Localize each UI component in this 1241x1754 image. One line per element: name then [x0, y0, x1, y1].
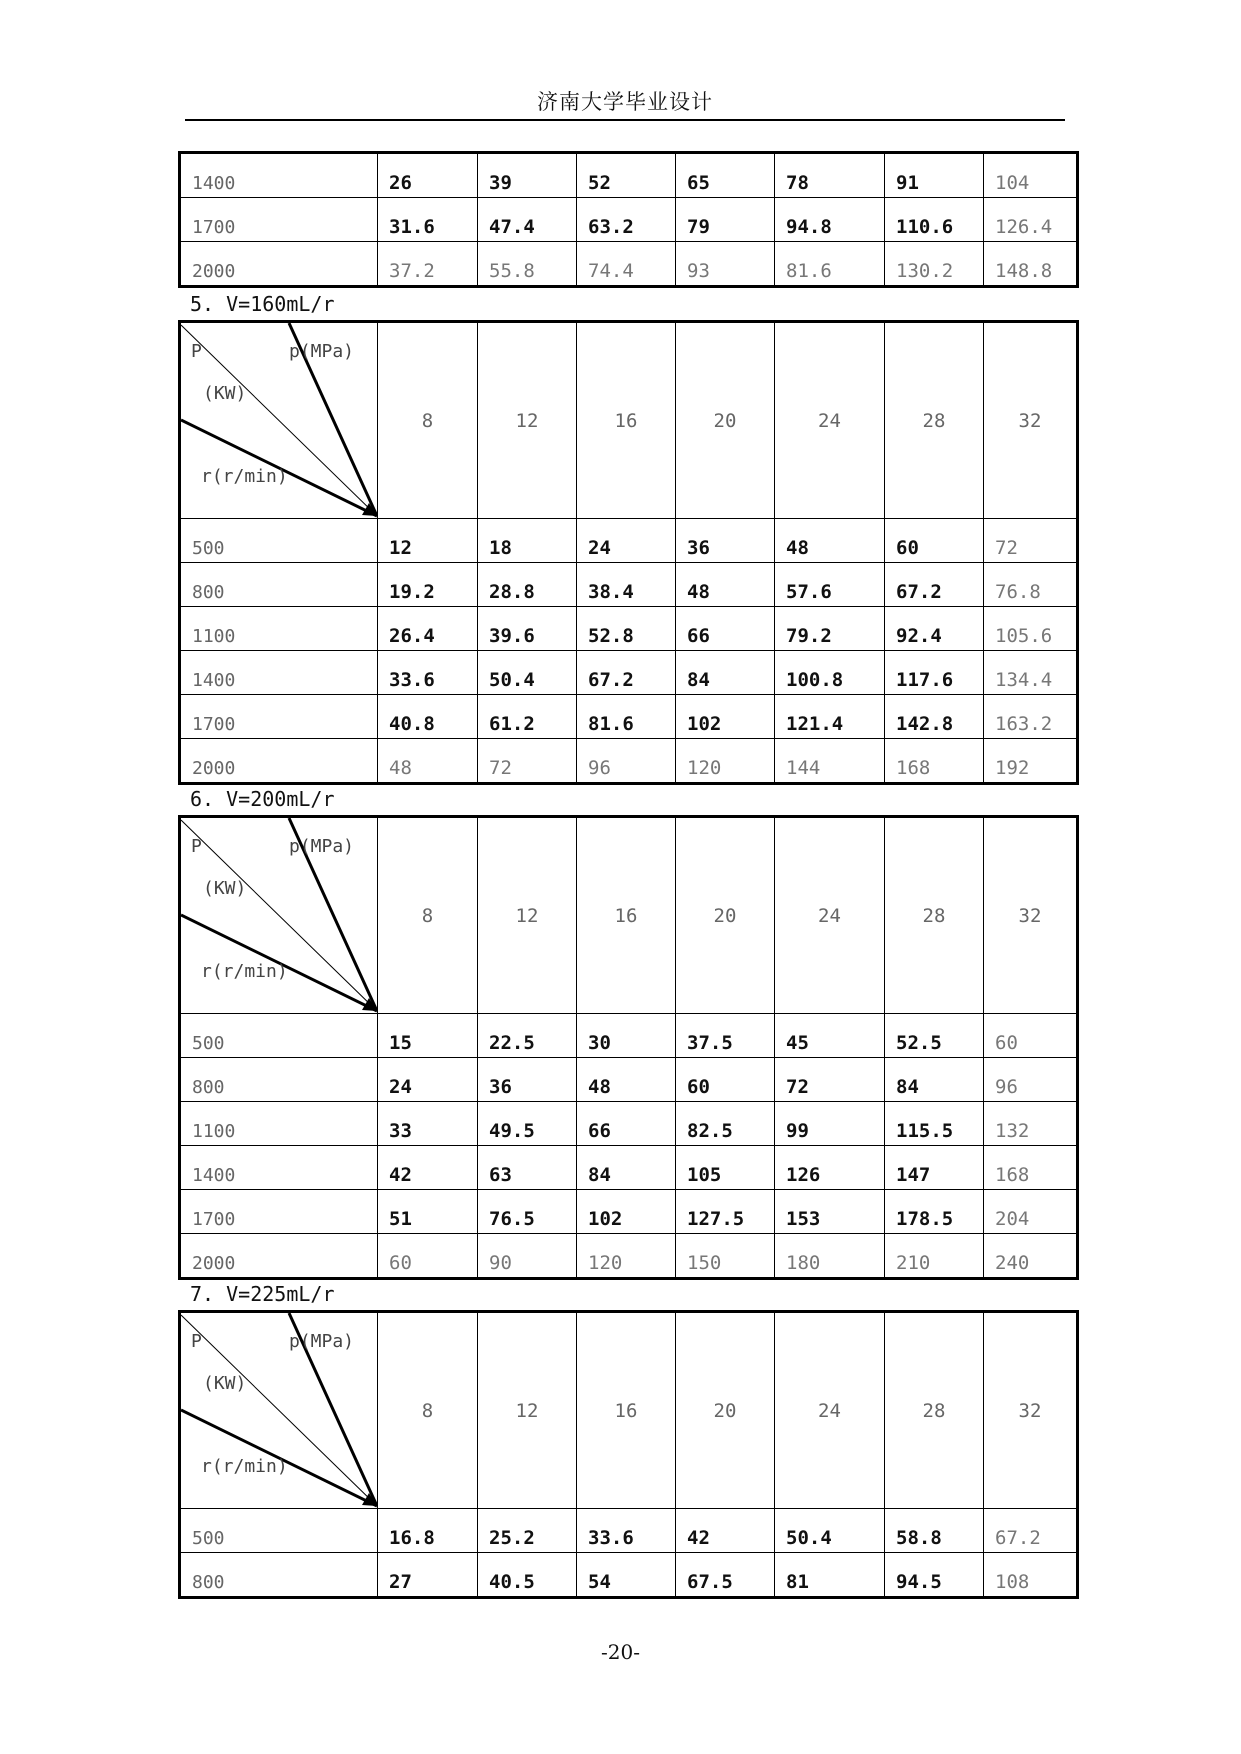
rpm-cell: 500: [180, 1014, 378, 1058]
table-row: [180, 695, 1078, 739]
power-table-160: [178, 320, 1079, 785]
pressure-header-cell: 32: [984, 322, 1078, 519]
pressure-header-cell: 8: [378, 817, 478, 1014]
table-row: [180, 563, 1078, 607]
rpm-cell: 800: [180, 1553, 378, 1598]
value-cell: 72: [775, 1058, 885, 1102]
value-cell: 50.4: [775, 1509, 885, 1553]
diagonal-label-power: (KW): [203, 1373, 247, 1394]
page-header-title: 济南大学毕业设计: [537, 90, 713, 114]
value-cell: 39.6: [478, 607, 577, 651]
section-title-160: 5. V=160mL/r: [190, 292, 335, 316]
diagonal-label-speed: r(r/min): [201, 466, 288, 487]
value-cell: 47.4: [478, 198, 577, 242]
value-cell: 24: [577, 519, 676, 563]
value-cell: 67.2: [984, 1509, 1078, 1553]
value-cell: 39: [478, 153, 577, 198]
pressure-header-cell: 16: [577, 1312, 676, 1509]
value-cell: 96: [984, 1058, 1078, 1102]
value-cell: 81: [775, 1553, 885, 1598]
value-cell: 33: [378, 1102, 478, 1146]
value-cell: 92.4: [885, 607, 984, 651]
diagonal-label-power: (KW): [203, 383, 247, 404]
value-cell: 60: [378, 1234, 478, 1279]
value-cell: 16.8: [378, 1509, 478, 1553]
value-cell: 76.5: [478, 1190, 577, 1234]
value-cell: 104: [984, 153, 1078, 198]
table-row: [180, 739, 1078, 784]
value-cell: 27: [378, 1553, 478, 1598]
value-cell: 33.6: [577, 1509, 676, 1553]
table-row: [180, 519, 1078, 563]
rpm-cell: 1700: [180, 198, 378, 242]
pressure-header-cell: 12: [478, 1312, 577, 1509]
table-row: [180, 198, 1078, 242]
value-cell: 58.8: [885, 1509, 984, 1553]
pressure-header-cell: 28: [885, 322, 984, 519]
diagonal-label-p: P: [191, 1331, 202, 1352]
rpm-cell: 2000: [180, 1234, 378, 1279]
value-cell: 67.2: [885, 563, 984, 607]
header-rule: [185, 119, 1065, 121]
value-cell: 12: [378, 519, 478, 563]
value-cell: 240: [984, 1234, 1078, 1279]
value-cell: 94.5: [885, 1553, 984, 1598]
value-cell: 42: [378, 1146, 478, 1190]
value-cell: 163.2: [984, 695, 1078, 739]
value-cell: 49.5: [478, 1102, 577, 1146]
pressure-header-cell: 8: [378, 1312, 478, 1509]
value-cell: 60: [676, 1058, 775, 1102]
value-cell: 30: [577, 1014, 676, 1058]
value-cell: 142.8: [885, 695, 984, 739]
value-cell: 126: [775, 1146, 885, 1190]
diagonal-header-cell: [180, 1312, 378, 1509]
rpm-cell: 1700: [180, 1190, 378, 1234]
table-row: [180, 1190, 1078, 1234]
value-cell: 81.6: [775, 242, 885, 287]
value-cell: 120: [577, 1234, 676, 1279]
rpm-cell: 1400: [180, 651, 378, 695]
value-cell: 63: [478, 1146, 577, 1190]
diagonal-label-pressure: p(MPa): [289, 836, 355, 857]
value-cell: 42: [676, 1509, 775, 1553]
value-cell: 117.6: [885, 651, 984, 695]
value-cell: 130.2: [885, 242, 984, 287]
header-row: [180, 322, 1078, 519]
value-cell: 22.5: [478, 1014, 577, 1058]
value-cell: 36: [676, 519, 775, 563]
value-cell: 84: [676, 651, 775, 695]
diagonal-header-cell: [180, 322, 378, 519]
value-cell: 94.8: [775, 198, 885, 242]
value-cell: 102: [676, 695, 775, 739]
value-cell: 99: [775, 1102, 885, 1146]
diagonal-label-pressure: p(MPa): [289, 341, 355, 362]
value-cell: 26: [378, 153, 478, 198]
value-cell: 100.8: [775, 651, 885, 695]
value-cell: 52: [577, 153, 676, 198]
value-cell: 127.5: [676, 1190, 775, 1234]
diagonal-label-p: P: [191, 341, 202, 362]
value-cell: 180: [775, 1234, 885, 1279]
value-cell: 24: [378, 1058, 478, 1102]
value-cell: 31.6: [378, 198, 478, 242]
table-row: [180, 1014, 1078, 1058]
pressure-header-cell: 32: [984, 817, 1078, 1014]
rpm-cell: 1400: [180, 153, 378, 198]
value-cell: 37.2: [378, 242, 478, 287]
rpm-cell: 2000: [180, 739, 378, 784]
value-cell: 115.5: [885, 1102, 984, 1146]
value-cell: 96: [577, 739, 676, 784]
value-cell: 168: [885, 739, 984, 784]
table-row: [180, 607, 1078, 651]
value-cell: 132: [984, 1102, 1078, 1146]
value-cell: 148.8: [984, 242, 1078, 287]
value-cell: 38.4: [577, 563, 676, 607]
value-cell: 19.2: [378, 563, 478, 607]
value-cell: 105: [676, 1146, 775, 1190]
value-cell: 26.4: [378, 607, 478, 651]
value-cell: 153: [775, 1190, 885, 1234]
power-table-200: [178, 815, 1079, 1280]
pressure-header-cell: 32: [984, 1312, 1078, 1509]
value-cell: 72: [478, 739, 577, 784]
table-row: [180, 1146, 1078, 1190]
value-cell: 210: [885, 1234, 984, 1279]
value-cell: 61.2: [478, 695, 577, 739]
power-table-225: [178, 1310, 1079, 1599]
value-cell: 81.6: [577, 695, 676, 739]
value-cell: 67.5: [676, 1553, 775, 1598]
header-row: [180, 817, 1078, 1014]
value-cell: 67.2: [577, 651, 676, 695]
rpm-cell: 1400: [180, 1146, 378, 1190]
value-cell: 120: [676, 739, 775, 784]
rpm-cell: 800: [180, 1058, 378, 1102]
value-cell: 84: [577, 1146, 676, 1190]
value-cell: 82.5: [676, 1102, 775, 1146]
value-cell: 121.4: [775, 695, 885, 739]
value-cell: 144: [775, 739, 885, 784]
rpm-cell: 500: [180, 1509, 378, 1553]
value-cell: 18: [478, 519, 577, 563]
value-cell: 51: [378, 1190, 478, 1234]
value-cell: 91: [885, 153, 984, 198]
value-cell: 33.6: [378, 651, 478, 695]
table-row: [180, 153, 1078, 198]
value-cell: 37.5: [676, 1014, 775, 1058]
rpm-cell: 500: [180, 519, 378, 563]
value-cell: 150: [676, 1234, 775, 1279]
value-cell: 147: [885, 1146, 984, 1190]
table-row: [180, 651, 1078, 695]
diagonal-label-speed: r(r/min): [201, 1456, 288, 1477]
value-cell: 48: [577, 1058, 676, 1102]
value-cell: 90: [478, 1234, 577, 1279]
diagonal-header-cell: [180, 817, 378, 1014]
value-cell: 178.5: [885, 1190, 984, 1234]
value-cell: 57.6: [775, 563, 885, 607]
value-cell: 78: [775, 153, 885, 198]
pressure-header-cell: 16: [577, 322, 676, 519]
value-cell: 65: [676, 153, 775, 198]
value-cell: 54: [577, 1553, 676, 1598]
value-cell: 15: [378, 1014, 478, 1058]
rpm-cell: 1700: [180, 695, 378, 739]
table-row: [180, 1102, 1078, 1146]
table-row: [180, 1234, 1078, 1279]
value-cell: 45: [775, 1014, 885, 1058]
value-cell: 72: [984, 519, 1078, 563]
value-cell: 28.8: [478, 563, 577, 607]
section-title-200: 6. V=200mL/r: [190, 787, 335, 811]
value-cell: 93: [676, 242, 775, 287]
value-cell: 48: [676, 563, 775, 607]
value-cell: 52.5: [885, 1014, 984, 1058]
value-cell: 25.2: [478, 1509, 577, 1553]
value-cell: 50.4: [478, 651, 577, 695]
pressure-header-cell: 28: [885, 817, 984, 1014]
value-cell: 66: [676, 607, 775, 651]
value-cell: 63.2: [577, 198, 676, 242]
rpm-cell: 2000: [180, 242, 378, 287]
value-cell: 192: [984, 739, 1078, 784]
value-cell: 126.4: [984, 198, 1078, 242]
value-cell: 108: [984, 1553, 1078, 1598]
value-cell: 110.6: [885, 198, 984, 242]
pressure-header-cell: 24: [775, 1312, 885, 1509]
pressure-header-cell: 12: [478, 322, 577, 519]
pressure-header-cell: 20: [676, 817, 775, 1014]
table-row: [180, 1553, 1078, 1598]
pressure-header-cell: 28: [885, 1312, 984, 1509]
value-cell: 60: [885, 519, 984, 563]
value-cell: 48: [775, 519, 885, 563]
rpm-cell: 1100: [180, 607, 378, 651]
rpm-cell: 800: [180, 563, 378, 607]
value-cell: 105.6: [984, 607, 1078, 651]
value-cell: 204: [984, 1190, 1078, 1234]
value-cell: 84: [885, 1058, 984, 1102]
diagonal-label-p: P: [191, 836, 202, 857]
pressure-header-cell: 24: [775, 322, 885, 519]
value-cell: 40.8: [378, 695, 478, 739]
table-row: [180, 1058, 1078, 1102]
value-cell: 55.8: [478, 242, 577, 287]
power-table-continued: [178, 151, 1079, 288]
header-row: [180, 1312, 1078, 1509]
value-cell: 79.2: [775, 607, 885, 651]
section-title-225: 7. V=225mL/r: [190, 1282, 335, 1306]
value-cell: 52.8: [577, 607, 676, 651]
value-cell: 48: [378, 739, 478, 784]
pressure-header-cell: 20: [676, 322, 775, 519]
pressure-header-cell: 12: [478, 817, 577, 1014]
rpm-cell: 1100: [180, 1102, 378, 1146]
value-cell: 74.4: [577, 242, 676, 287]
pressure-header-cell: 8: [378, 322, 478, 519]
diagonal-label-power: (KW): [203, 878, 247, 899]
page-number: -20-: [601, 1640, 640, 1664]
value-cell: 168: [984, 1146, 1078, 1190]
value-cell: 134.4: [984, 651, 1078, 695]
value-cell: 102: [577, 1190, 676, 1234]
pressure-header-cell: 24: [775, 817, 885, 1014]
table-row: [180, 242, 1078, 287]
value-cell: 40.5: [478, 1553, 577, 1598]
value-cell: 60: [984, 1014, 1078, 1058]
diagonal-label-speed: r(r/min): [201, 961, 288, 982]
pressure-header-cell: 16: [577, 817, 676, 1014]
diagonal-label-pressure: p(MPa): [289, 1331, 355, 1352]
table-row: [180, 1509, 1078, 1553]
value-cell: 79: [676, 198, 775, 242]
value-cell: 66: [577, 1102, 676, 1146]
pressure-header-cell: 20: [676, 1312, 775, 1509]
value-cell: 76.8: [984, 563, 1078, 607]
value-cell: 36: [478, 1058, 577, 1102]
